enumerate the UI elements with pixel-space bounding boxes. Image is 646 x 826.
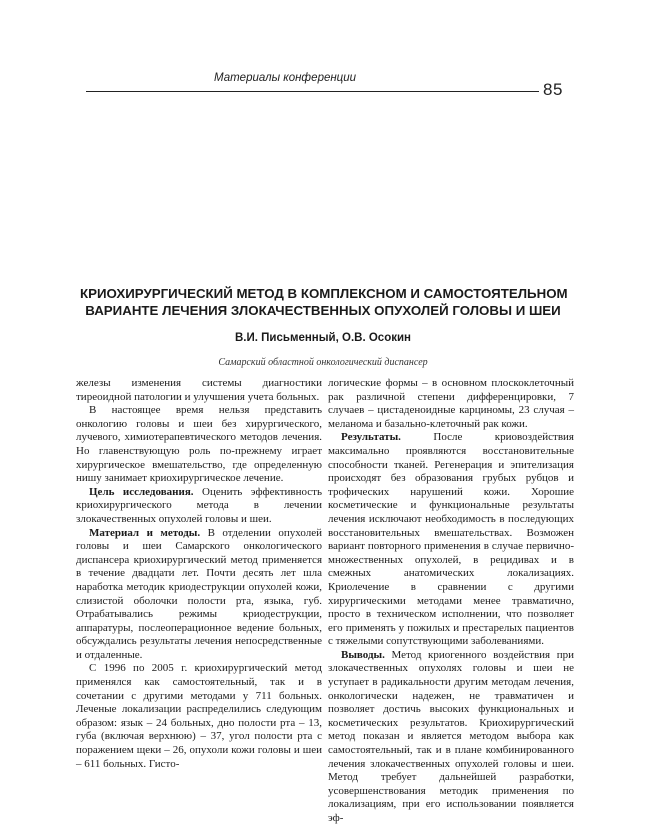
title-line-1: КРИОХИРУРГИЧЕСКИЙ МЕТОД В КОМПЛЕКСНОМ И САМОСТОЯТЕЛЬНОМ xyxy=(80,286,568,301)
paragraph-conclusions xyxy=(328,649,574,826)
header-rule xyxy=(86,91,539,92)
aim-heading: Цель исследования. xyxy=(89,485,194,498)
right-column xyxy=(328,377,574,826)
conclusions-heading: Выводы. xyxy=(341,648,385,661)
left-column xyxy=(76,377,322,771)
results-text: После криовоздействия максимально проявляются восстановительные способности тканей. Регенерация и эпителизация происходят без образования грубых рубцов и трофических нарушений кожи. Хорошие косметические и функциональные результаты лечения исключают необходимость в последующих восстановительных вмешательствах. Возможен вариант повторного применения в случае первично-множественных опухолей, в рецидивах и в смежных анатомических локализациях. Криолечение в сравнении с другими хирургическими методами менее травматично, просто в техническом исполнении, что позволяет его применять у пожилых и престарелых пациентов с тяжелыми сопутствующими заболеваниями. xyxy=(328,431,574,648)
aim-text: Оценить эффективность криохирургического метода в лечении злокачественных опухолей головы и шеи. xyxy=(76,485,322,525)
paragraph-aim xyxy=(76,486,322,527)
paragraph-introduction: В настоящее время нельзя представить онкологию головы и шеи без хирургического, лучевого, химиотерапевтического методов лечения. Но главенствующую роль по-прежнему играет хирургическое вмешательство, где определенную нишу занимает криохирургическое лечение. xyxy=(76,404,322,485)
results-heading: Результаты. xyxy=(341,431,401,444)
methods-heading: Материал и методы. xyxy=(89,526,201,539)
paragraph-results xyxy=(328,431,574,649)
paragraph-histology: логические формы – в основном плоскоклеточный рак различной степени дифференцировки, 7 случаев – цистаденоидные карциномы, 23 случая – меланома и базально-клеточный рак кожи. xyxy=(328,377,574,430)
paragraph-methods xyxy=(76,527,322,663)
running-head: Материалы конференции xyxy=(214,72,357,84)
conclusions-text: Метод криогенного воздействия при злокачественных опухолях головы и шеи не уступает в радикальности другим методам лечения, онкологически надежен, не травматичен и позволяет достичь высоких функциональных и косметических результатов. Криохирургический метод показан и является методом выбора как самостоятельный, так и в плане комбинированного лечения злокачественных опухолей головы и шеи. Метод требует дальнейшей разработки, усовершенствования методик применения по локализациям, при его использовании появляется эф- xyxy=(328,648,574,824)
article-title xyxy=(80,285,566,319)
paragraph-continuation: железы изменения системы диагностики тиреоидной патологии и улучшения учета больных. xyxy=(76,377,322,403)
affiliation: Самарский областной онкологический диспансер xyxy=(218,357,428,368)
authors: В.И. Письменный, О.В. Осокин xyxy=(234,332,411,344)
methods-text: В отделении опухолей головы и шеи Самарского онкологического диспансера криохирургический метод применяется в течение двадцати лет. Почти десять лет шла наработка методик криодеструкции опухолей кожи, слизистой оболочки полости рта, языка, губ. Отрабатывались режимы криодеструкции, аппаратуры, послеоперационное ведение больных, обсуждались результаты лечения непосредственные и отдаленные. xyxy=(76,526,322,661)
title-line-2: ВАРИАНТЕ ЛЕЧЕНИЯ ЗЛОКАЧЕСТВЕННЫХ ОПУХОЛЕЙ ГОЛОВЫ И ШЕИ xyxy=(85,303,561,318)
page-number: 85 xyxy=(543,80,563,99)
paragraph-patients: С 1996 по 2005 г. криохирургический метод применялся как самостоятельный, так и в сочетании с другими методами у 711 больных. Леченые локализации распределились следующим образом: язык – 24 больных, дно полости рта – 13, губа (включая верхнюю) – 37, угол полости рта с поражением щеки – 26, опухоли кожи головы и шеи – 611 больных. Гисто- xyxy=(76,662,322,770)
